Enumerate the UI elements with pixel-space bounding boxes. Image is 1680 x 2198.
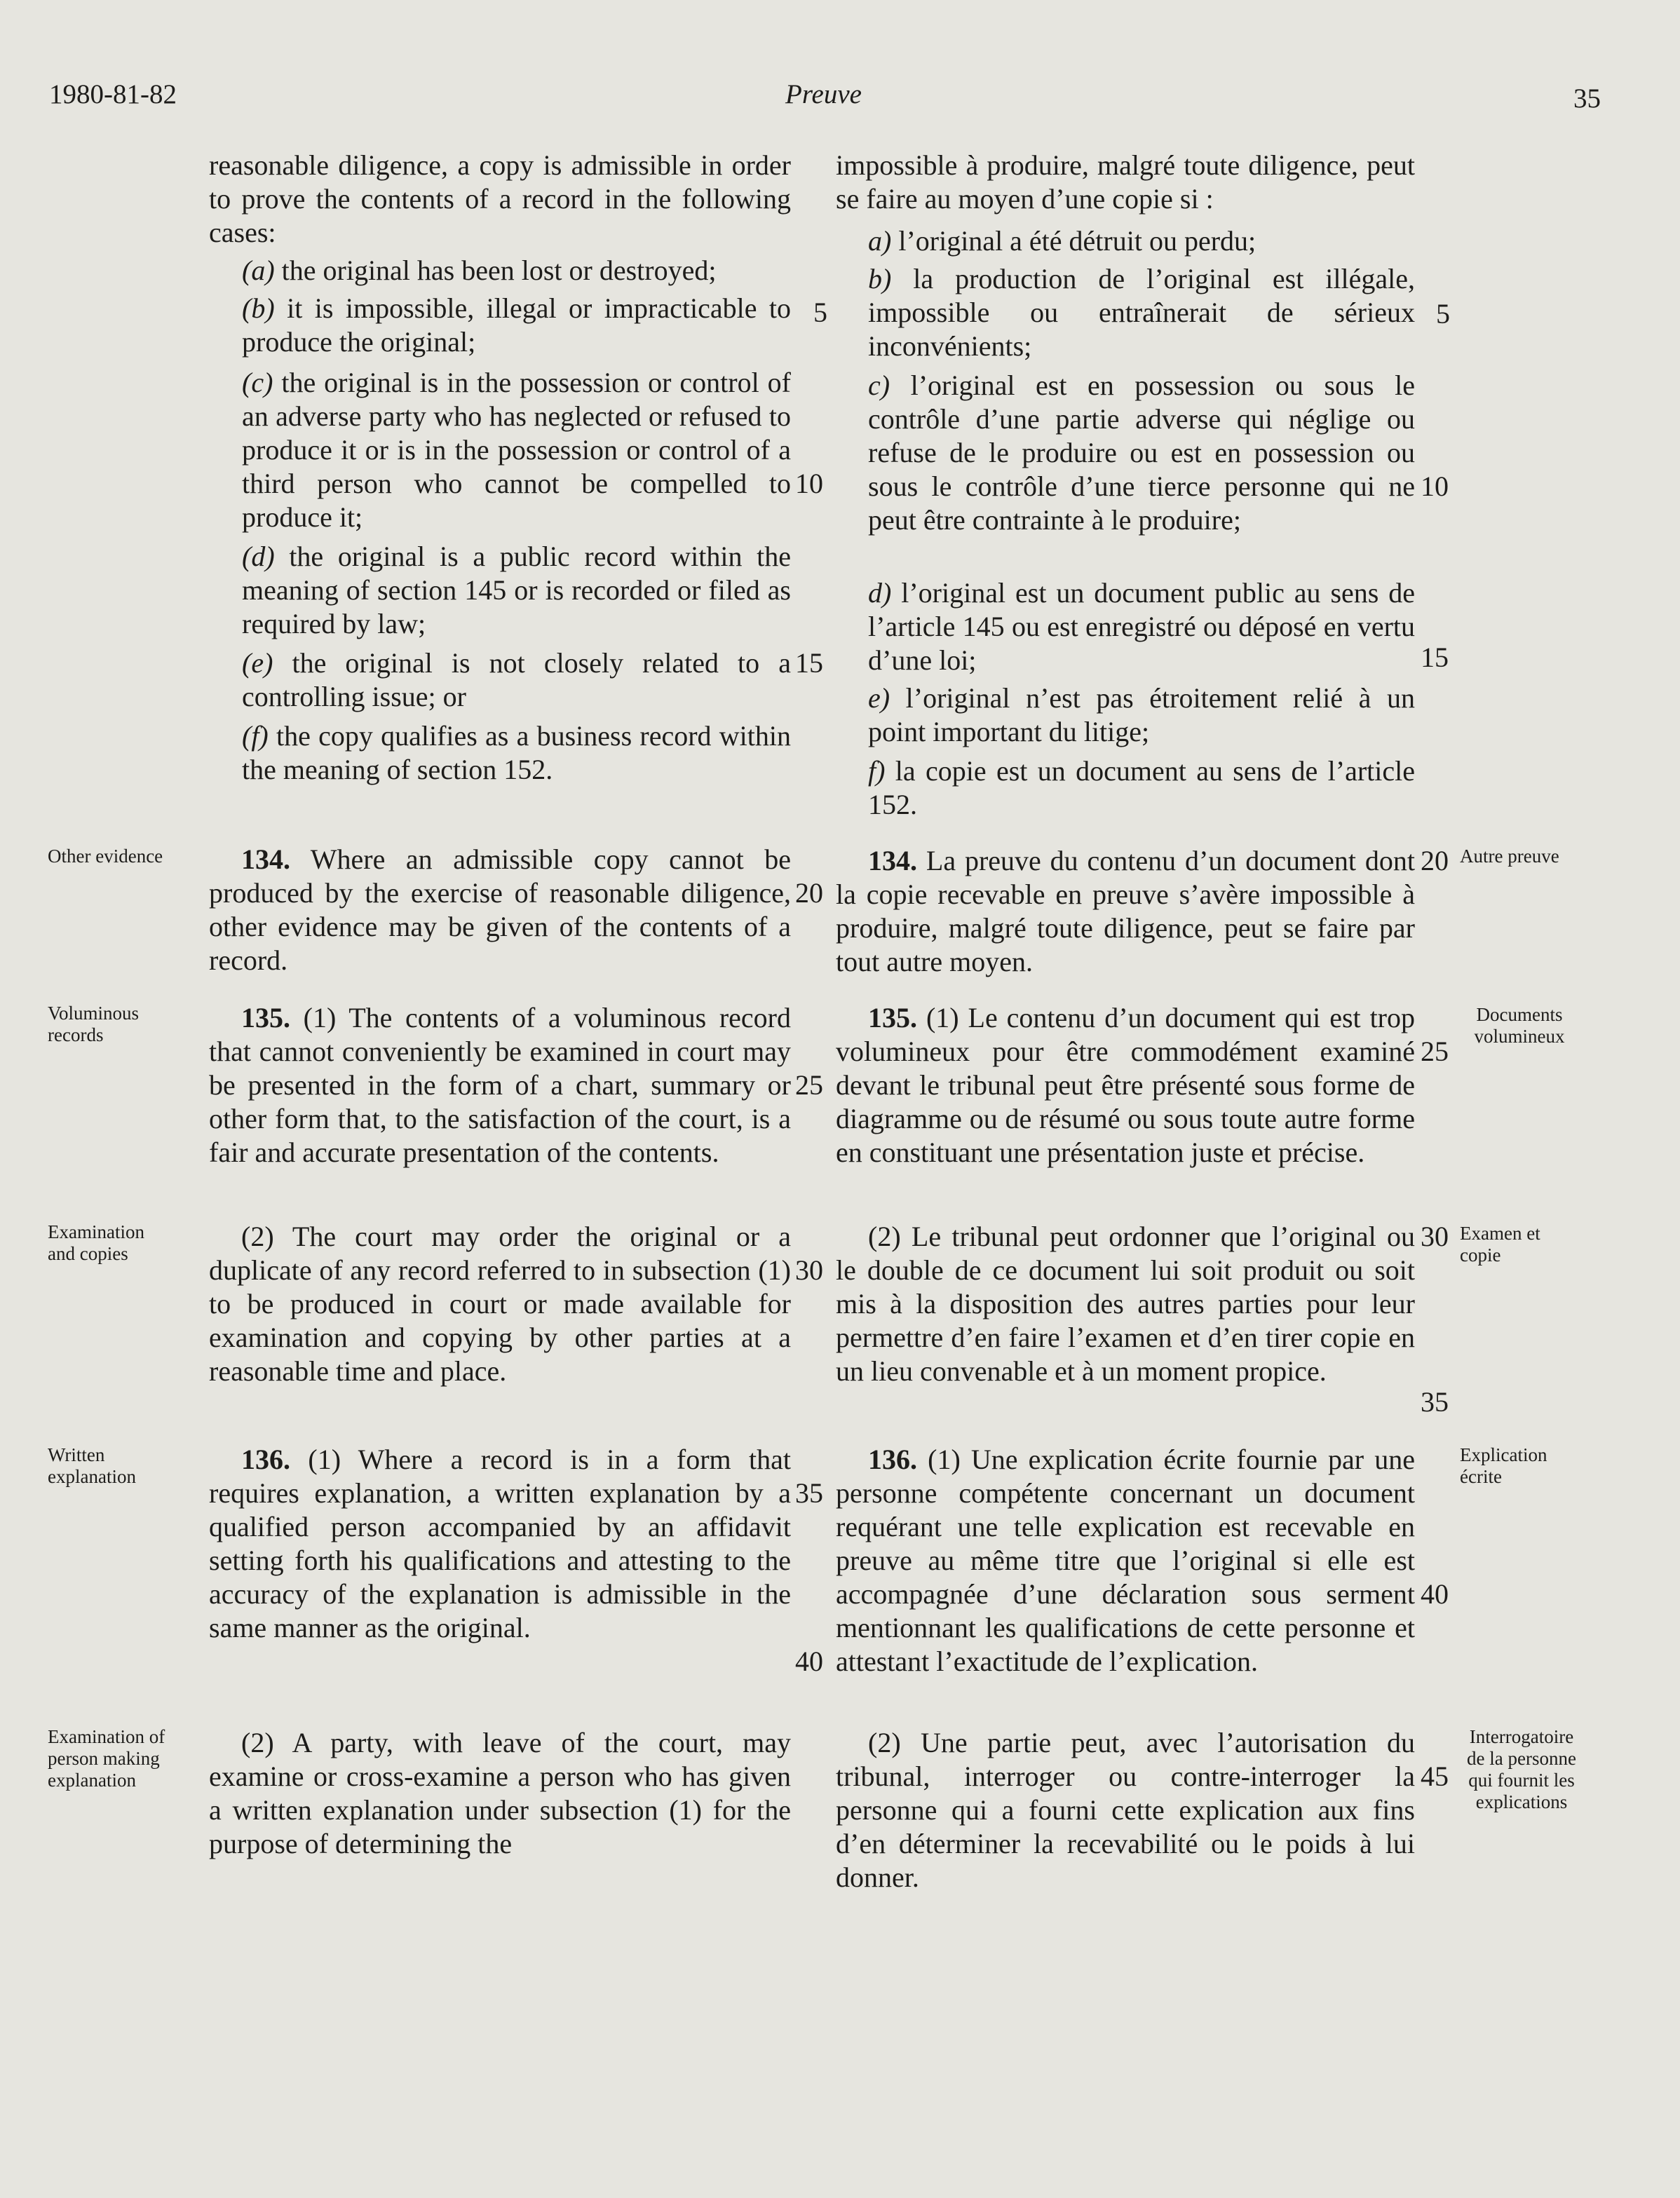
- en-item-d-label: (d): [242, 541, 275, 572]
- margin-note-examination-person: Examination of person making explanation: [48, 1726, 165, 1791]
- margin-note-voluminous-records: Voluminous records: [48, 1003, 140, 1045]
- en-section-136-number: 136.: [241, 1444, 290, 1475]
- line-number: 25: [795, 1069, 823, 1101]
- page-number: 35: [1573, 83, 1601, 114]
- en-item-c-text: the original is in the possession or control of an adverse party who has neglected or refused to produce it or is in the possession or control of a third person who cannot be compelled to produce it;: [242, 367, 791, 533]
- line-number: 35: [795, 1477, 823, 1509]
- margin-note-documents-volumineux: Documents volumineux: [1474, 1004, 1565, 1047]
- fr-item-f: [868, 754, 1415, 822]
- margin-note-autre-preuve: Autre preuve: [1460, 846, 1559, 867]
- fr-section-135-1: [836, 1001, 1415, 1169]
- en-section-136-1: [209, 1443, 791, 1645]
- en-item-b-text: it is impossible, illegal or impracticable to produce the original;: [242, 292, 791, 358]
- en-section-135-number: 135.: [241, 1002, 290, 1033]
- en-item-f-label: (f): [242, 720, 269, 752]
- line-number: 40: [1421, 1578, 1449, 1610]
- en-item-d: [242, 540, 791, 641]
- fr-item-d: [868, 576, 1415, 677]
- fr-item-f-label: f): [868, 755, 886, 787]
- line-number: 25: [1421, 1036, 1449, 1067]
- en-section-135-2: (2) The court may order the original or a duplicate of any record referred to in subsection (1) to be produced in court or made available for examination and copying by other parties at a reasonable time and place.: [209, 1221, 791, 1387]
- fr-section-134-text: La preuve du contenu d’un document dont la copie recevable en preuve s’avère impossible à produire, malgré toute diligence, peut se faire par tout autre moyen.: [836, 845, 1415, 977]
- en-item-e-label: (e): [242, 647, 273, 679]
- fr-item-c-text: l’original est en possession ou sous le contrôle d’une partie adverse qui néglige ou refuse de le produire ou est en possession ou sous le contrôle d’une tierce personne qui ne peut être contrainte à le produire;: [868, 369, 1415, 536]
- en-item-d-text: the original is a public record within the meaning of section 145 or is recorded or filed as required by law;: [242, 541, 791, 639]
- line-number: 30: [795, 1254, 823, 1286]
- page-header-title: Preuve: [785, 79, 862, 109]
- en-section-136-2: (2) A party, with leave of the court, may examine or cross-examine a person who has given a written explanation under subsection (1) for the purpose of determining the: [209, 1727, 791, 1859]
- fr-section-136-1-text: (1) Une explication écrite fournie par une personne compétente concernant un document requérant une telle explication est recevable en preuve au même titre que l’original si elle est accompagnée d’une déclaration sous serment mentionnant les qualifications de cette personne et attestant l’exactitude de l’explication.: [836, 1444, 1415, 1677]
- line-number: 35: [1421, 1386, 1449, 1418]
- en-section-135-1-text: (1) The contents of a voluminous record that cannot conveniently be examined in court may be presented in the form of a chart, summary or other form that, to the satisfaction of the court, is a fair and accurate presentation of the contents.: [209, 1002, 791, 1168]
- fr-item-a: [868, 224, 1415, 258]
- line-number: 20: [795, 877, 823, 909]
- margin-note-explication-ecrite: Explication écrite: [1460, 1444, 1547, 1487]
- line-number: 5: [1436, 298, 1450, 330]
- margin-note-other-evidence: Other evidence: [48, 846, 163, 867]
- fr-item-e: [868, 681, 1415, 749]
- fr-item-e-label: e): [868, 682, 890, 714]
- fr-section-136-2: (2) Une partie peut, avec l’autorisation du tribunal, interroger ou contre-interroger la personne qui a fourni cette explication aux fins d’en déterminer la recevabilité ou le poids à lui donner.: [836, 1727, 1415, 1893]
- fr-section-134-number: 134.: [868, 845, 917, 876]
- fr-item-a-label: a): [868, 225, 892, 257]
- fr-item-d-label: d): [868, 577, 892, 609]
- fr-item-f-text: la copie est un document au sens de l’article 152.: [868, 755, 1415, 820]
- line-number: 15: [1421, 642, 1449, 673]
- line-number: 20: [1421, 845, 1449, 876]
- fr-item-b-text: la production de l’original est illégale, impossible ou entraînerait de sérieux inconvénients;: [868, 263, 1415, 362]
- fr-item-c: [868, 369, 1415, 537]
- en-item-e: [242, 646, 791, 714]
- line-number: 10: [795, 468, 823, 499]
- line-number: 5: [813, 297, 827, 328]
- margin-note-interrogatoire: Interrogatoire de la personne qui fournit les explications: [1467, 1726, 1576, 1812]
- en-item-a-label: (a): [242, 255, 275, 286]
- margin-note-examen-copie: Examen et copie: [1460, 1223, 1540, 1266]
- line-number: 15: [795, 647, 823, 679]
- en-section-136-1-text: (1) Where a record is in a form that requires explanation, a written explanation by a qualified person accompanied by an affidavit setting forth his qualifications and attesting to the accuracy of the explanation is admissible in the same manner as the original.: [209, 1444, 791, 1643]
- en-item-a-text: the original has been lost or destroyed;: [274, 255, 717, 286]
- fr-item-d-text: l’original est un document public au sens de l’article 145 ou est enregistré ou déposé en vertu d’une loi;: [868, 577, 1415, 676]
- fr-section-136-1: [836, 1443, 1415, 1678]
- fr-item-b-label: b): [868, 263, 892, 294]
- page-header-year: 1980-81-82: [49, 79, 177, 109]
- line-number: 40: [795, 1646, 823, 1677]
- fr-intro-paragraph: impossible à produire, malgré toute diligence, peut se faire au moyen d’une copie si :: [836, 149, 1415, 215]
- fr-section-136-number: 136.: [868, 1444, 917, 1475]
- line-number: 30: [1421, 1221, 1449, 1252]
- en-item-f: [242, 719, 791, 787]
- line-number: 10: [1421, 470, 1449, 502]
- fr-section-135-2: (2) Le tribunal peut ordonner que l’original ou le double de ce document lui soit produit ou soit mis à la disposition des autres parties pour leur permettre d’en faire l’examen et d’en tirer copie en un lieu convenable et à un moment propice.: [836, 1221, 1415, 1387]
- margin-note-written-explanation: Written explanation: [48, 1444, 136, 1487]
- fr-item-e-text: l’original n’est pas étroitement relié à un point important du litige;: [868, 682, 1415, 747]
- margin-note-examination-copies: Examination and copies: [48, 1221, 144, 1264]
- en-section-134: [209, 843, 791, 977]
- en-item-b-label: (b): [242, 292, 275, 324]
- fr-section-134: [836, 844, 1415, 979]
- fr-item-b: [868, 262, 1415, 363]
- en-section-134-number: 134.: [241, 843, 290, 875]
- en-intro-paragraph: reasonable diligence, a copy is admissible in order to prove the contents of a record in the following cases:: [209, 149, 791, 248]
- fr-section-135-1-text: (1) Le contenu d’un document qui est trop volumineux pour être commodément examiné devant le tribunal peut être présenté sous forme de diagramme ou de résumé ou sous toute autre forme en constituant une présentation juste et précise.: [836, 1002, 1415, 1168]
- en-item-b: [242, 292, 791, 359]
- fr-item-c-label: c): [868, 369, 890, 401]
- en-item-e-text: the original is not closely related to a controlling issue; or: [242, 647, 791, 712]
- en-item-c: [242, 366, 791, 534]
- en-section-135-1: [209, 1001, 791, 1169]
- fr-item-a-text: l’original a été détruit ou perdu;: [891, 225, 1256, 257]
- fr-section-135-number: 135.: [868, 1002, 917, 1033]
- en-section-134-text: Where an admissible copy cannot be produced by the exercise of reasonable diligence, other evidence may be given of the contents of a record.: [209, 843, 791, 976]
- line-number: 45: [1421, 1761, 1449, 1792]
- en-item-f-text: the copy qualifies as a business record within the meaning of section 152.: [242, 720, 791, 785]
- en-item-a: [242, 254, 791, 287]
- en-item-c-label: (c): [242, 367, 273, 398]
